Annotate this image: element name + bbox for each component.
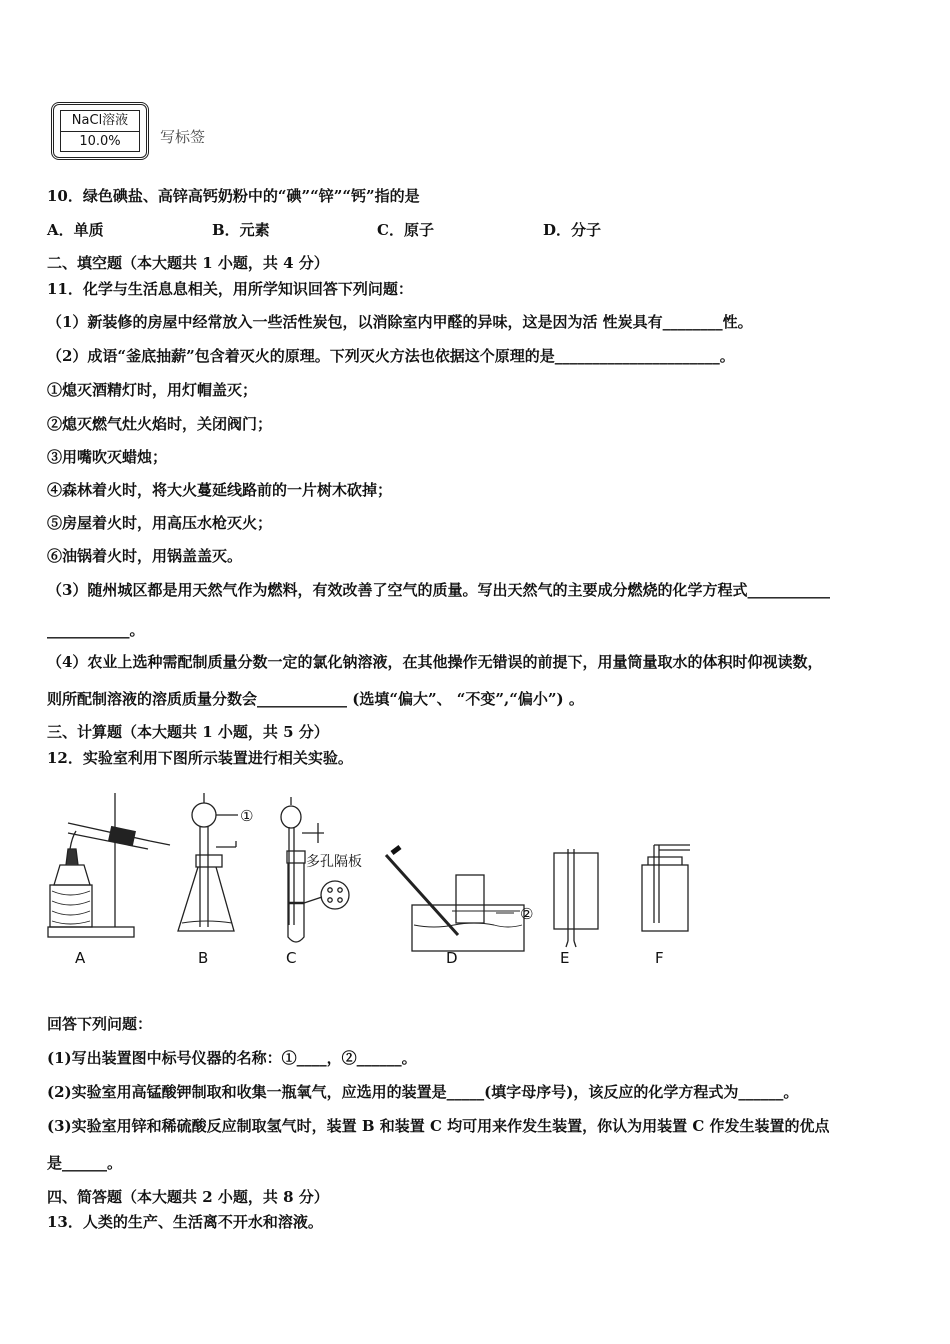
apparatus-a <box>48 793 170 937</box>
apparatus-label-c: C <box>286 949 297 967</box>
apparatus-mark-2: ② <box>520 905 534 923</box>
q11-item-6: ⑥油锅着火时，用锅盖盖灭。 <box>47 547 243 565</box>
reagent-label-inner <box>60 110 140 152</box>
reagent-label-concentration: 10.0% <box>79 134 121 149</box>
q11-item-5: ⑤房屋着火时，用高压水枪灭火； <box>47 514 273 532</box>
q11-part4-line2: 则所配制溶液的溶质质量分数会____________ (选填“偏大”、 “不变”,“偏小”) 。 <box>47 690 584 708</box>
q11-part2: （2）成语“釜底抽薪”包含着灭火的原理。下列灭火方法也依据这个原理的是______________________。 <box>47 347 735 365</box>
q10-option-c: C．原子 <box>377 221 434 239</box>
apparatus-label-d: D <box>446 949 458 967</box>
apparatus-e <box>554 849 598 947</box>
q10-option-a: A．单质 <box>47 221 104 239</box>
q12-stem: 12．实验室利用下图所示装置进行相关实验。 <box>47 749 353 767</box>
section-2-heading: 二、填空题（本大题共 1 小题，共 4 分） <box>47 254 329 272</box>
q11-part1: （1）新装修的房屋中经常放入一些活性炭包，以消除室内甲醛的异味，这是因为活 性炭具有________性。 <box>47 313 753 331</box>
q11-stem: 11．化学与生活息息相关，用所学知识回答下列问题： <box>47 280 413 298</box>
q11-item-4: ④森林着火时，将大火蔓延线路前的一片树木砍掉； <box>47 481 393 499</box>
label-caption: 写标签 <box>160 128 206 146</box>
q13-stem: 13．人类的生产、生活离不开水和溶液。 <box>47 1213 323 1231</box>
apparatus-label-e: E <box>560 949 570 967</box>
q12-sub2: (2)实验室用高锰酸钾制取和收集一瓶氧气，应选用的装置是_____(填字母序号)，该反应的化学方程式为______。 <box>47 1083 799 1101</box>
q11-item-1: ①熄灭酒精灯时，用灯帽盖灭； <box>47 381 258 399</box>
q11-item-3: ③用嘴吹灭蜡烛； <box>47 448 168 466</box>
apparatus-label-f: F <box>655 949 664 967</box>
section-3-heading: 三、计算题（本大题共 1 小题，共 5 分） <box>47 723 329 741</box>
q11-part3-line2: ___________。 <box>47 621 145 639</box>
q11-item-2: ②熄灭燃气灶火焰时，关闭阀门； <box>47 415 273 433</box>
reagent-label-figure <box>51 102 149 160</box>
apparatus-label-b: B <box>198 949 209 967</box>
apparatus-f <box>642 845 690 931</box>
apparatus-porous-plate-label: 多孔隔板 <box>306 854 362 870</box>
apparatus-mark-1: ① <box>240 807 254 825</box>
q12-sub1: (1)写出装置图中标号仪器的名称：①____，②______。 <box>47 1049 417 1067</box>
reagent-label-name: NaCl溶液 <box>61 111 139 132</box>
apparatus-label-a: A <box>75 949 86 967</box>
q11-part4-line1: （4）农业上选种需配制质量分数一定的氯化钠溶液，在其他操作无错误的前提下，用量筒量取水的体积时仰视读数， <box>47 653 823 671</box>
q12-answer-intro: 回答下列问题： <box>47 1015 153 1033</box>
apparatus-d <box>386 847 524 951</box>
q10-option-b: B．元素 <box>212 221 270 239</box>
q12-sub3-line1: (3)实验室用锌和稀硫酸反应制取氢气时，装置 B 和装置 C 均可用来作发生装置，你认为用装置 C 作发生装置的优点 <box>47 1117 830 1135</box>
section-4-heading: 四、简答题（本大题共 2 小题，共 8 分） <box>47 1188 329 1206</box>
q10-stem: 10．绿色碘盐、高锌高钙奶粉中的“碘”“锌”“钙”指的是 <box>47 187 420 205</box>
q10-option-d: D．分子 <box>543 221 602 239</box>
apparatus-b <box>178 793 238 931</box>
lab-apparatus-figure <box>40 785 720 975</box>
q11-part3-line1: （3）随州城区都是用天然气作为燃料，有效改善了空气的质量。写出天然气的主要成分燃烧的化学方程式___________ <box>47 581 830 599</box>
q12-sub3-line2: 是______。 <box>47 1154 123 1172</box>
